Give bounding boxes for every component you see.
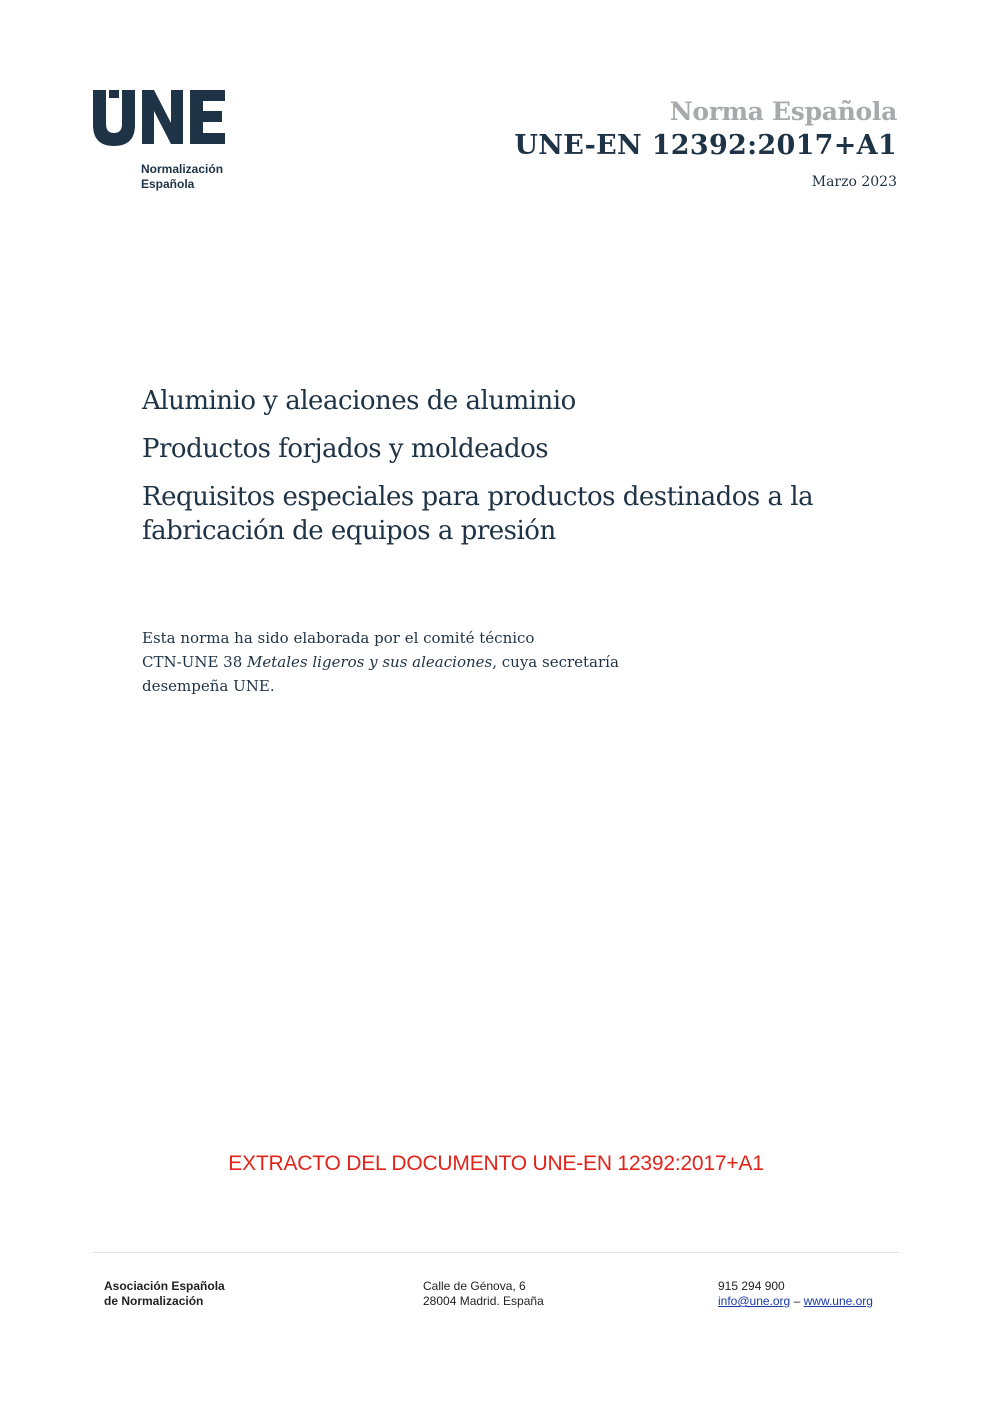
norma-label: Norma Española xyxy=(669,97,897,126)
footer-phone: 915 294 900 xyxy=(718,1279,785,1293)
footer-divider xyxy=(93,1252,899,1253)
footer-separator: – xyxy=(793,1294,801,1308)
footer-org-line2: de Normalización xyxy=(104,1294,204,1308)
committee-line1: Esta norma ha sido elaborada por el comité técnico xyxy=(142,629,535,647)
standard-titles xyxy=(142,384,862,562)
committee-name: Metales ligeros y sus aleaciones xyxy=(247,653,493,671)
title-line-3: Requisitos especiales para productos destinados a la fabricación de equipos a presión xyxy=(142,482,814,546)
email-link[interactable]: info@une.org xyxy=(718,1294,791,1308)
une-logo xyxy=(93,90,233,200)
committee-suffix: , cuya secretaría xyxy=(492,653,619,671)
footer-org-line1: Asociación Española xyxy=(104,1279,225,1293)
footer-address-line2: 28004 Madrid. España xyxy=(423,1294,544,1308)
footer-links xyxy=(718,1294,873,1309)
committee-line3: desempeña UNE. xyxy=(142,677,275,695)
website-link[interactable]: www.une.org xyxy=(803,1294,873,1308)
footer-organization xyxy=(104,1279,225,1309)
standard-code: UNE-EN 12392:2017+A1 xyxy=(514,130,897,161)
logo-subtitle xyxy=(141,162,251,192)
footer-contact xyxy=(718,1279,873,1309)
une-wordmark-logo xyxy=(93,90,228,146)
committee-code: CTN-UNE 38 xyxy=(142,653,243,671)
publication-date: Marzo 2023 xyxy=(811,174,897,190)
logo-subtitle-line1: Normalización xyxy=(141,162,224,176)
standard-header xyxy=(514,96,897,190)
extract-notice: EXTRACTO DEL DOCUMENTO UNE-EN 12392:2017+A1 xyxy=(228,1152,764,1175)
footer-address-line1: Calle de Génova, 6 xyxy=(423,1279,526,1293)
committee-statement xyxy=(142,626,702,698)
footer-address xyxy=(423,1279,544,1309)
logo-subtitle-line2: Española xyxy=(141,177,195,191)
title-line-2: Productos forjados y moldeados xyxy=(142,434,549,464)
title-line-1: Aluminio y aleaciones de aluminio xyxy=(142,386,576,416)
